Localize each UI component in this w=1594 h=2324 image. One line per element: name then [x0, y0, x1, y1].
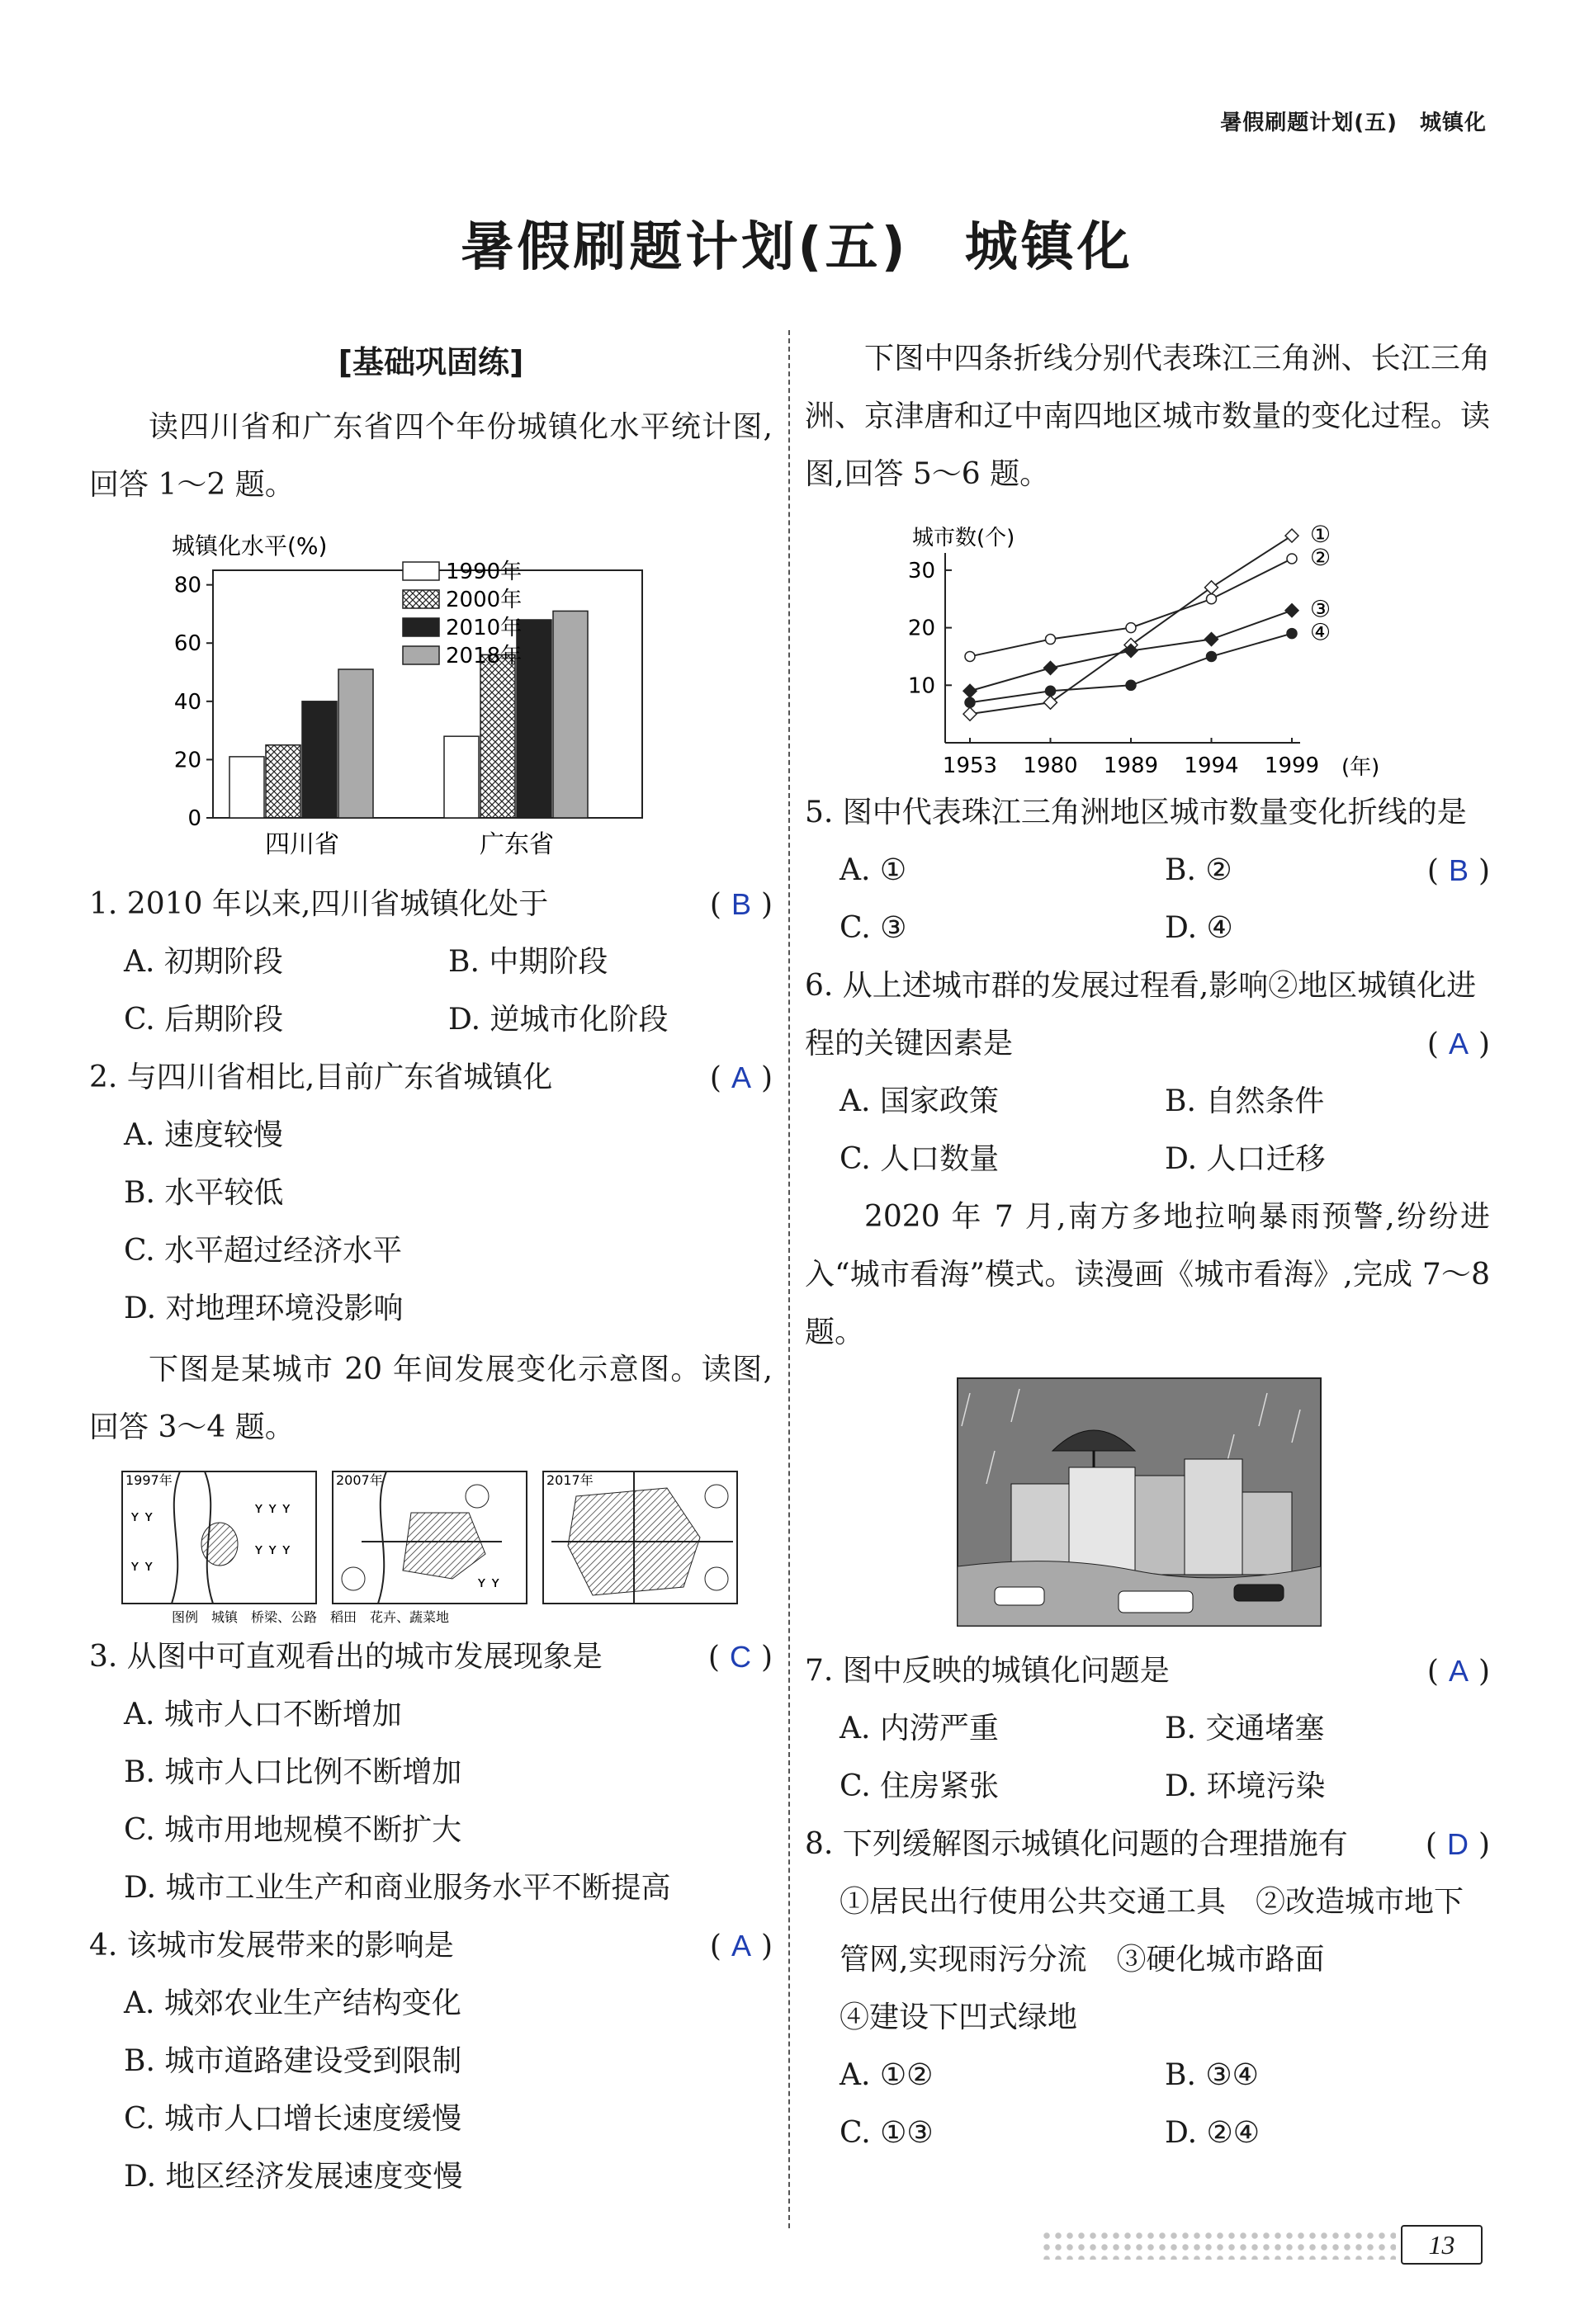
chart1-ytick-label: 80	[173, 573, 201, 598]
q2-stem: 2. 与四川省相比,目前广东省城镇化	[89, 1060, 553, 1094]
chart2-ytick-label: 10	[907, 673, 935, 699]
q4-option-d: D. 地区经济发展速度变慢	[124, 2160, 463, 2194]
intro-q5-6: 下图中四条折线分别代表珠江三角洲、长江三角洲、京津唐和辽中南四地区城市数量的变化过程。读图,回答 5～6 题。	[805, 342, 1490, 491]
q1-answer-letter: B	[731, 887, 751, 921]
chart2-xtick-label: 1994	[1184, 753, 1239, 778]
q1-answer: ( B )	[709, 887, 773, 922]
chart2-point	[1287, 629, 1297, 639]
q3-answer-letter: C	[729, 1640, 751, 1674]
chart1-legend-label: 2018年	[446, 644, 523, 668]
q1-option-d: D. 逆城市化阶段	[448, 1003, 669, 1037]
q8-option-a: A. ①②	[840, 2058, 934, 2092]
chart2-xtick-label: 1999	[1264, 753, 1320, 778]
question-2	[89, 1049, 773, 1107]
chart1-legend-swatch	[403, 590, 439, 608]
chart1-bar	[229, 757, 264, 818]
q6-option-a: A. 国家政策	[840, 1084, 999, 1118]
q4-option-a: A. 城郊农业生产结构变化	[124, 1986, 461, 2020]
map-panel-2017	[543, 1471, 737, 1604]
map-year-1997: 1997年	[125, 1472, 173, 1488]
chart2-point	[1046, 635, 1056, 645]
svg-text:ʏ ʏ ʏ: ʏ ʏ ʏ	[254, 1500, 291, 1517]
q2-option-d: D. 对地理环境没影响	[124, 1292, 404, 1325]
q6-option-c: C. 人口数量	[840, 1142, 1000, 1176]
q6-answer: ( A )	[1426, 1027, 1490, 1061]
chart1-category-label: 四川省	[265, 830, 339, 859]
city-count-line-chart	[805, 512, 1490, 784]
q3-answer: ( C )	[707, 1640, 773, 1675]
q7-options	[805, 1700, 1490, 1816]
chart2-point	[1207, 594, 1217, 604]
q6-options	[805, 1073, 1490, 1188]
chart2-xtick-label: 1989	[1103, 753, 1159, 778]
chart2-series-label: ④	[1310, 618, 1331, 646]
question-6	[805, 957, 1490, 1073]
q8-option-d: D. ②④	[1165, 2116, 1261, 2150]
column-divider	[788, 330, 790, 2228]
q6-option-d: D. 人口迁移	[1165, 1142, 1326, 1176]
intro-q1-2: 读四川省和广东省四个年份城镇化水平统计图,回答 1～2 题。	[89, 410, 773, 502]
chart1-ytick-label: 20	[173, 748, 201, 773]
city-change-map	[89, 1463, 773, 1628]
q1-option-a: A. 初期阶段	[124, 945, 283, 979]
q2-option-c: C. 水平超过经济水平	[124, 1234, 403, 1268]
q8-options	[805, 2047, 1490, 2162]
chart1-ytick-label: 40	[173, 689, 201, 715]
chart2-point	[1046, 686, 1056, 696]
question-3	[89, 1628, 773, 1686]
chart1-bar	[444, 736, 479, 818]
q8-statements-1: ①居民出行使用公共交通工具 ②改造城市地下管网,实现雨污分流 ③硬化城市路面	[840, 1885, 1464, 1977]
chart1-bar	[480, 654, 515, 818]
q7-option-c: C. 住房紧张	[840, 1769, 1000, 1803]
question-7	[805, 1642, 1490, 1700]
q5-option-d: D. ④	[1165, 911, 1233, 945]
chart2-point	[965, 651, 975, 661]
right-column	[805, 330, 1490, 2162]
running-header: 暑假刷题计划(五) 城镇化	[1220, 111, 1487, 135]
q5-answer: ( B )	[1426, 853, 1490, 888]
chart1-bar	[553, 611, 588, 818]
urbanization-bar-chart	[89, 521, 773, 876]
q5-option-c: C. ③	[840, 911, 907, 945]
q2-option-b: B. 水平较低	[124, 1176, 284, 1210]
page-number: 13	[1401, 2225, 1483, 2265]
question-1	[89, 876, 773, 933]
q1-option-b: B. 中期阶段	[448, 945, 608, 979]
map-year-2007: 2007年	[336, 1472, 383, 1488]
question-8	[805, 1816, 1490, 1873]
svg-text:ʏ ʏ: ʏ ʏ	[130, 1557, 154, 1575]
chart1-bar	[266, 745, 300, 818]
q5-options	[805, 842, 1490, 957]
chart2-point	[1287, 554, 1297, 564]
q4-option-c: C. 城市人口增长速度缓慢	[124, 2102, 462, 2136]
q7-option-a: A. 内涝严重	[840, 1712, 999, 1745]
page-title: 暑假刷题计划(五) 城镇化	[461, 217, 1133, 278]
map-panel-2007	[333, 1471, 527, 1604]
q3-option-b: B. 城市人口比例不断增加	[124, 1755, 462, 1789]
q6-answer-letter: A	[1448, 1027, 1469, 1060]
chart2-point	[963, 707, 977, 720]
q8-stem: 8. 下列缓解图示城镇化问题的合理措施有	[805, 1827, 1348, 1861]
svg-text:ʏ ʏ: ʏ ʏ	[477, 1574, 500, 1591]
chart1-legend-swatch	[403, 646, 439, 664]
q5-option-a: A. ①	[840, 853, 907, 887]
chart2-series-label: ③	[1310, 595, 1331, 623]
chart2-point	[1044, 661, 1057, 674]
q8-option-c: C. ①③	[840, 2116, 934, 2150]
q8-answer: ( D )	[1425, 1827, 1490, 1862]
chart1-legend-label: 1990年	[446, 560, 523, 584]
chart2-ylabel: 城市数(个)	[912, 526, 1015, 550]
chart2-point	[1126, 623, 1136, 633]
q3-option-c: C. 城市用地规模不断扩大	[124, 1813, 462, 1847]
chart2-series-label: ②	[1310, 543, 1331, 571]
left-column	[89, 322, 773, 2206]
q8-answer-letter: D	[1446, 1827, 1469, 1861]
chart2-series-label: ①	[1310, 521, 1331, 549]
map-panel-1997	[122, 1471, 316, 1604]
q7-answer: ( A )	[1426, 1654, 1490, 1689]
q8-option-b: B. ③④	[1165, 2058, 1259, 2092]
chart1-legend-swatch	[403, 562, 439, 580]
q3-option-d: D. 城市工业生产和商业服务水平不断提高	[124, 1871, 671, 1905]
q3-stem: 3. 从图中可直观看出的城市发展现象是	[89, 1640, 603, 1674]
q5-answer-letter: B	[1448, 853, 1469, 887]
q7-answer-letter: A	[1448, 1654, 1469, 1688]
chart1-legend-label: 2000年	[446, 588, 523, 612]
chart2-point	[965, 697, 975, 707]
chart1-ytick-label: 0	[187, 806, 201, 831]
q5-option-b: B. ②	[1165, 853, 1232, 887]
chart1-ytick-label: 60	[173, 631, 201, 657]
chart2-xlabel: (年)	[1341, 755, 1380, 780]
footer-dot-pattern	[1041, 2230, 1396, 2260]
q2-answer-letter: A	[731, 1060, 751, 1094]
chart2-point	[1285, 604, 1298, 617]
q7-stem: 7. 图中反映的城镇化问题是	[805, 1654, 1170, 1688]
q3-option-a: A. 城市人口不断增加	[124, 1698, 402, 1731]
q1-option-c: C. 后期阶段	[124, 1003, 284, 1037]
chart2-point	[1044, 696, 1057, 709]
chart2-ytick-label: 30	[907, 558, 935, 583]
q4-stem: 4. 该城市发展带来的影响是	[89, 1929, 454, 1963]
chart2-point	[1205, 633, 1218, 646]
q1-options	[89, 933, 773, 1049]
chart1-legend-label: 2010年	[446, 616, 523, 640]
q6-stem: 6. 从上述城市群的发展过程看,影响②地区城镇化进程的关键因素是	[805, 969, 1477, 1060]
section-heading: [基础巩固练]	[338, 344, 524, 380]
chart2-point	[1205, 581, 1218, 594]
q4-answer: ( A )	[709, 1929, 773, 1963]
q2-option-a: A. 速度较慢	[124, 1118, 283, 1152]
chart2-point	[963, 684, 977, 697]
chart2-xtick-label: 1953	[942, 753, 998, 778]
chart1-bar	[302, 701, 337, 818]
q4-answer-letter: A	[731, 1929, 751, 1963]
chart2-point	[1126, 680, 1136, 690]
chart1-bar	[517, 620, 551, 818]
city-flood-cartoon	[805, 1377, 1490, 1632]
chart2-ytick-label: 20	[907, 616, 935, 641]
chart2-point	[1207, 651, 1217, 661]
q4-option-b: B. 城市道路建设受到限制	[124, 2044, 462, 2078]
chart1-bar	[338, 669, 373, 818]
q2-answer: ( A )	[709, 1060, 773, 1095]
q8-statements-2: ④建设下凹式绿地	[840, 2000, 1078, 2034]
intro-q3-4: 下图是某城市 20 年间发展变化示意图。读图,回答 3～4 题。	[89, 1353, 773, 1444]
q7-option-b: B. 交通堵塞	[1165, 1712, 1325, 1745]
q5-stem: 5. 图中代表珠江三角洲地区城市数量变化折线的是	[805, 796, 1467, 829]
q7-option-d: D. 环境污染	[1165, 1769, 1326, 1803]
intro-q7-8: 2020 年 7 月,南方多地拉响暴雨预警,纷纷进入“城市看海”模式。读漫画《城市看海》,完成 7～8 题。	[805, 1200, 1490, 1349]
svg-text:ʏ ʏ: ʏ ʏ	[130, 1508, 154, 1525]
chart2-xtick-label: 1980	[1023, 753, 1078, 778]
svg-text:ʏ ʏ ʏ: ʏ ʏ ʏ	[254, 1541, 291, 1558]
map-legend: 图例 城镇 桥梁、公路 稻田 花卉、蔬菜地	[172, 1609, 450, 1625]
map-year-2017: 2017年	[546, 1472, 594, 1488]
q6-option-b: B. 自然条件	[1165, 1084, 1325, 1118]
chart2-point	[1285, 529, 1298, 542]
chart1-ylabel: 城镇化水平(%)	[172, 532, 328, 560]
q1-stem: 1. 2010 年以来,四川省城镇化处于	[89, 887, 549, 921]
chart1-category-label: 广东省	[480, 830, 554, 859]
chart1-legend-swatch	[403, 618, 439, 636]
question-4	[89, 1917, 773, 1975]
